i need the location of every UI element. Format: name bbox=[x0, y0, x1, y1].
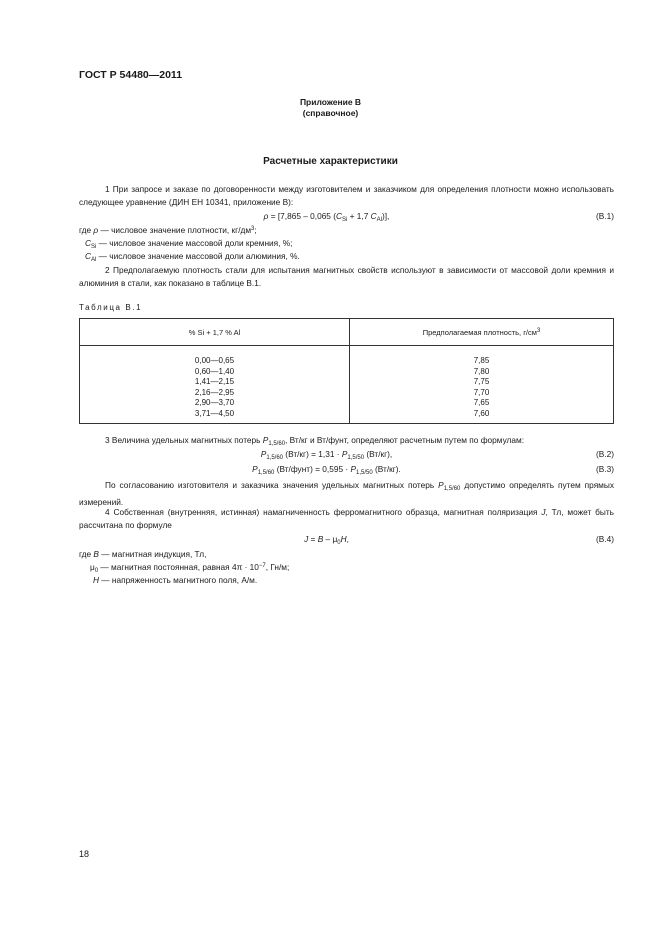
definition-mu0: $\mu_0$ — магнитная постоянная, равная $4\pi \cdot 10^{-7}$, Гн/м; bbox=[90, 562, 290, 574]
equation-b2: $P_{1,5/60}$ $(Вт/кг) = 1,31 \cdot P_{1,5/50}$ (Вт/кг), (В.2) bbox=[260, 449, 614, 461]
paragraph-4: По согласованию изготовителя и заказчика значения удельных магнитных потерь $P_{1,5/60}$ допустимо определять путем прямых измерений. bbox=[79, 480, 614, 507]
definition-b: где B — магнитная индукция, Тл, bbox=[79, 549, 207, 559]
table-label: Таблица В.1 bbox=[79, 303, 143, 312]
definition-c-al: $C_{Al}$ — числовое значение массовой доли алюминия, %. bbox=[85, 251, 300, 263]
table-header-density: Предполагаемая плотность, $г/см^3$ bbox=[350, 319, 614, 346]
section-title: Расчетные характеристики bbox=[263, 156, 398, 167]
appendix-subtitle: (справочное) bbox=[302, 108, 359, 118]
equation-number: (В.1) bbox=[596, 211, 614, 221]
paragraph-2: 2 Предполагаемую плотность стали для испытания магнитных свойств используют в зависимости от массовой доли кремния и алюминия в стали, как показано в таблице В.1. bbox=[79, 265, 614, 288]
paragraph-5: 4 Собственная (внутренняя, истинная) намагниченность ферромагнитного образца, магнитная поляризация J, Тл, может быть рассчитана по формуле bbox=[79, 507, 614, 530]
page-number: 18 bbox=[79, 849, 90, 859]
equation-number: (В.3) bbox=[596, 464, 614, 474]
table-header-composition: % Si + 1,7 % Al bbox=[80, 319, 350, 346]
density-table bbox=[79, 318, 614, 424]
equation-b4: $J = B - \mu_0H$, (В.4) bbox=[304, 534, 614, 546]
appendix-title: Приложение В bbox=[299, 97, 362, 107]
definition-h: H — напряженность магнитного поля, А/м. bbox=[93, 575, 258, 585]
equation-b1: ρ = [7,865 – 0,065 ($C_{Si} + 1,7$ $C_{Al}$)], (В.1) bbox=[263, 211, 614, 223]
equation-b3: $P_{1,5/60}$ (Вт/фунт) = $0,595 \cdot P_{1,5/50}$ (Вт/кг). (В.3) bbox=[252, 464, 614, 476]
paragraph-1: 1 При запросе и заказе по договоренности между изготовителем и заказчиком для определения плотности можно использовать следующее уравнение (ДИН ЕН 10341, приложение В): bbox=[79, 184, 614, 207]
table-column-density: 7,85 7,80 7,75 7,70 7,65 7,60 bbox=[350, 346, 614, 424]
paragraph-3: 3 Величина удельных магнитных потерь $P_{1,5/60}$, Вт/кг и Вт/фунт, определяют расчетным путем по формулам: bbox=[105, 435, 525, 447]
table-column-composition: 0,00—0,65 0,60—1,40 1,41—2,15 2,16—2,95 2,90—3,70 3,71—4,50 bbox=[80, 346, 350, 424]
document-header: ГОСТ Р 54480—2011 bbox=[79, 69, 183, 81]
definition-rho: где ρ — числовое значение плотности, $кг/дм^3$; bbox=[79, 225, 257, 235]
definition-c-si: $C_{Si}$ — числовое значение массовой доли кремния, %; bbox=[85, 238, 293, 250]
equation-number: (В.2) bbox=[596, 449, 614, 459]
equation-number: (В.4) bbox=[596, 534, 614, 544]
